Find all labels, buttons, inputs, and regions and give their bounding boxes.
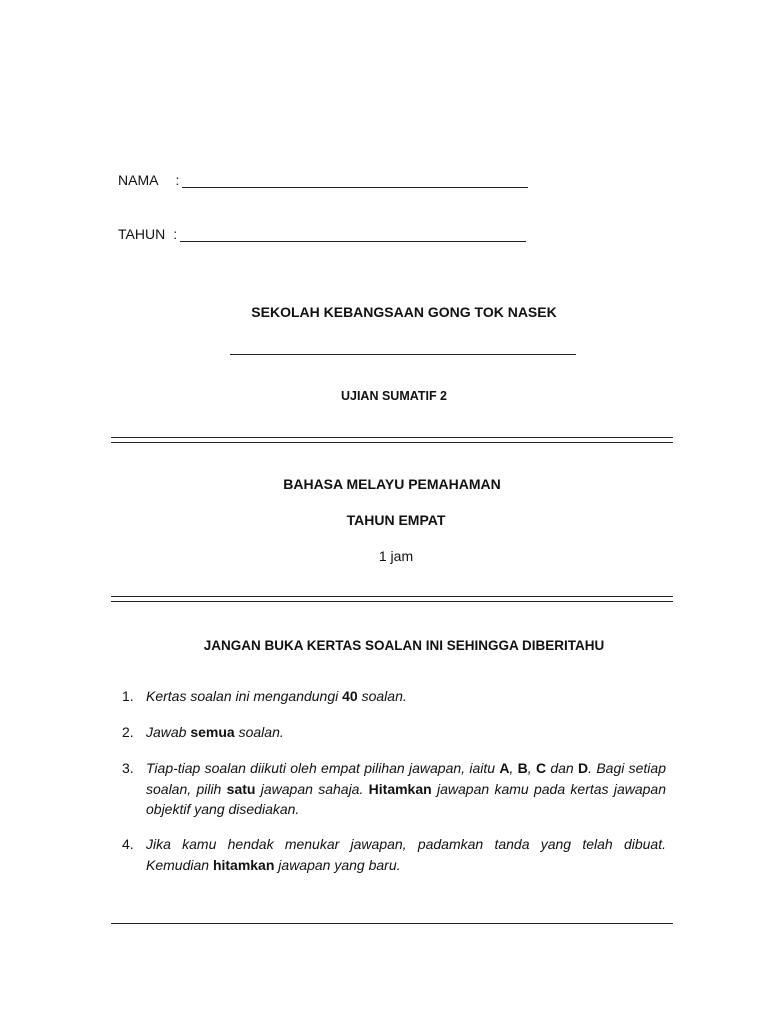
year-colon: :	[173, 226, 178, 242]
level-title: TAHUN EMPAT	[346, 512, 446, 528]
instruction-number: 4.	[122, 836, 134, 852]
year-field	[118, 226, 526, 242]
instruction-text: Tiap-tiap soalan diikuti oleh empat pilihan jawapan, iaitu A, B, C dan D. Bagi setiap soalan, pilih satu jawapan sahaja. Hitamkan jawapan kamu pada kertas jawapan objektif yang disediakan.	[146, 760, 666, 817]
school-name: SEKOLAH KEBANGSAAN GONG TOK NASEK	[251, 304, 557, 320]
duration-text: 1 jam	[378, 548, 414, 564]
subject-title: BAHASA MELAYU PEMAHAMAN	[283, 476, 501, 492]
year-blank-line[interactable]	[180, 227, 526, 242]
school-underline	[230, 354, 576, 355]
instruction-number: 2.	[122, 724, 134, 740]
year-label: TAHUN	[118, 226, 166, 242]
instruction-text: Jawab semua soalan.	[146, 724, 284, 740]
name-field	[118, 172, 528, 188]
name-label: NAMA	[118, 172, 159, 188]
warning-text: JANGAN BUKA KERTAS SOALAN INI SEHINGGA DIBERITAHU	[203, 638, 605, 653]
exam-title: UJIAN SUMATIF 2	[340, 389, 448, 403]
double-rule-top	[111, 437, 673, 443]
bottom-rule	[111, 923, 673, 924]
instruction-text: Jika kamu hendak menukar jawapan, padamkan tanda yang telah dibuat. Kemudian hitamkan jawapan yang baru.	[146, 836, 666, 873]
name-colon: :	[175, 172, 180, 188]
double-rule-bottom	[111, 596, 673, 602]
instruction-text: Kertas soalan ini mengandungi 40 soalan.	[146, 688, 407, 704]
name-blank-line[interactable]	[182, 173, 528, 188]
instruction-number: 1.	[122, 688, 134, 704]
instruction-number: 3.	[122, 760, 134, 776]
